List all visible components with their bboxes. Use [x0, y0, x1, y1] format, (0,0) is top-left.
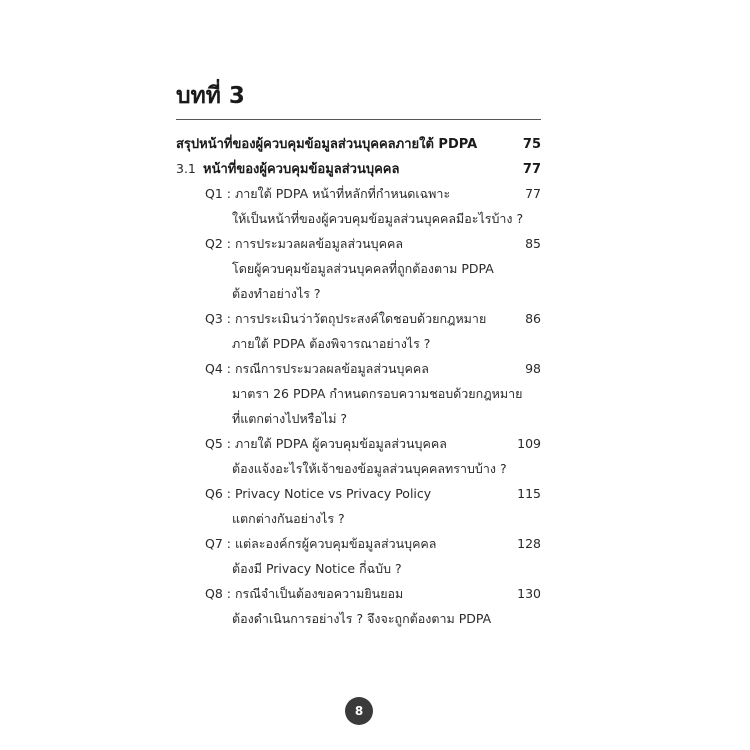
toc-entry-q1-line2: ให้เป็นหน้าที่ของผู้ควบคุมข้อมูลส่วนบุคคลมีอะไรบ้าง ? — [232, 211, 524, 226]
toc-entry-q4-line2: มาตรา 26 PDPA กำหนดกรอบความชอบด้วยกฎหมาย — [232, 386, 523, 401]
toc-entry-q2-page: 85 — [525, 236, 541, 251]
toc-entry-q8-line1: Q8 : กรณีจำเป็นต้องขอความยินยอม — [205, 586, 404, 601]
toc-entry-q4-line3: ที่แตกต่างไปหรือไม่ ? — [232, 411, 348, 426]
subsection-number: 3.1 — [176, 161, 196, 176]
toc-entry-q1-line1: Q1 : ภายใต้ PDPA หน้าที่หลักที่กำหนดเฉพาะ — [205, 186, 451, 201]
toc-entry-q2-line3: ต้องทำอย่างไร ? — [232, 286, 321, 301]
toc-entry-q4-page: 98 — [525, 361, 541, 376]
toc-entry-q7-page: 128 — [517, 536, 541, 551]
toc-entry-q6-line1: Q6 : Privacy Notice vs Privacy Policy — [205, 486, 432, 501]
toc-entry-q5-line1: Q5 : ภายใต้ PDPA ผู้ควบคุมข้อมูลส่วนบุคคล — [205, 436, 447, 451]
toc-entry-q2-line2: โดยผู้ควบคุมข้อมูลส่วนบุคคลที่ถูกต้องตาม PDPA — [232, 261, 494, 276]
toc-entry-q7-line1: Q7 : แต่ละองค์กรผู้ควบคุมข้อมูลส่วนบุคคล — [205, 536, 437, 551]
subsection-page: 77 — [522, 162, 541, 177]
page-number-badge: 8 — [345, 697, 373, 725]
section-heading-page: 75 — [522, 137, 541, 152]
toc-entry-q5-line2: ต้องแจ้งอะไรให้เจ้าของข้อมูลส่วนบุคคลทราบบ้าง ? — [232, 461, 507, 476]
toc-entry-q3-line1: Q3 : การประเมินว่าวัตถุประสงค์ใดชอบด้วยกฎหมาย — [205, 311, 487, 326]
toc-entry-q5-page: 109 — [517, 436, 541, 451]
chapter-title: บทที่ 3 — [176, 83, 245, 109]
toc-entry-q2-line1: Q2 : การประมวลผลข้อมูลส่วนบุคคล — [205, 236, 403, 251]
toc-entry-q6-page: 115 — [517, 486, 541, 501]
toc-entry-q4-line1: Q4 : กรณีการประมวลผลข้อมูลส่วนบุคคล — [205, 361, 429, 376]
toc-entry-q7-line2: ต้องมี Privacy Notice กี่ฉบับ ? — [232, 561, 402, 576]
toc-entry-q8-line2: ต้องดำเนินการอย่างไร ? จึงจะถูกต้องตาม PDPA — [232, 611, 492, 626]
toc-entry-q3-line2: ภายใต้ PDPA ต้องพิจารณาอย่างไร ? — [232, 336, 431, 351]
toc-entry-q1-page: 77 — [525, 186, 541, 201]
toc-entry-q6-line2: แตกต่างกันอย่างไร ? — [232, 511, 345, 526]
toc-entry-q3-page: 86 — [525, 311, 541, 326]
toc-entry-q8-page: 130 — [517, 586, 541, 601]
title-divider — [176, 119, 541, 120]
subsection-title: หน้าที่ของผู้ควบคุมข้อมูลส่วนบุคคล — [203, 162, 400, 177]
section-heading: สรุปหน้าที่ของผู้ควบคุมข้อมูลส่วนบุคคลภายใต้ PDPA — [176, 137, 478, 152]
